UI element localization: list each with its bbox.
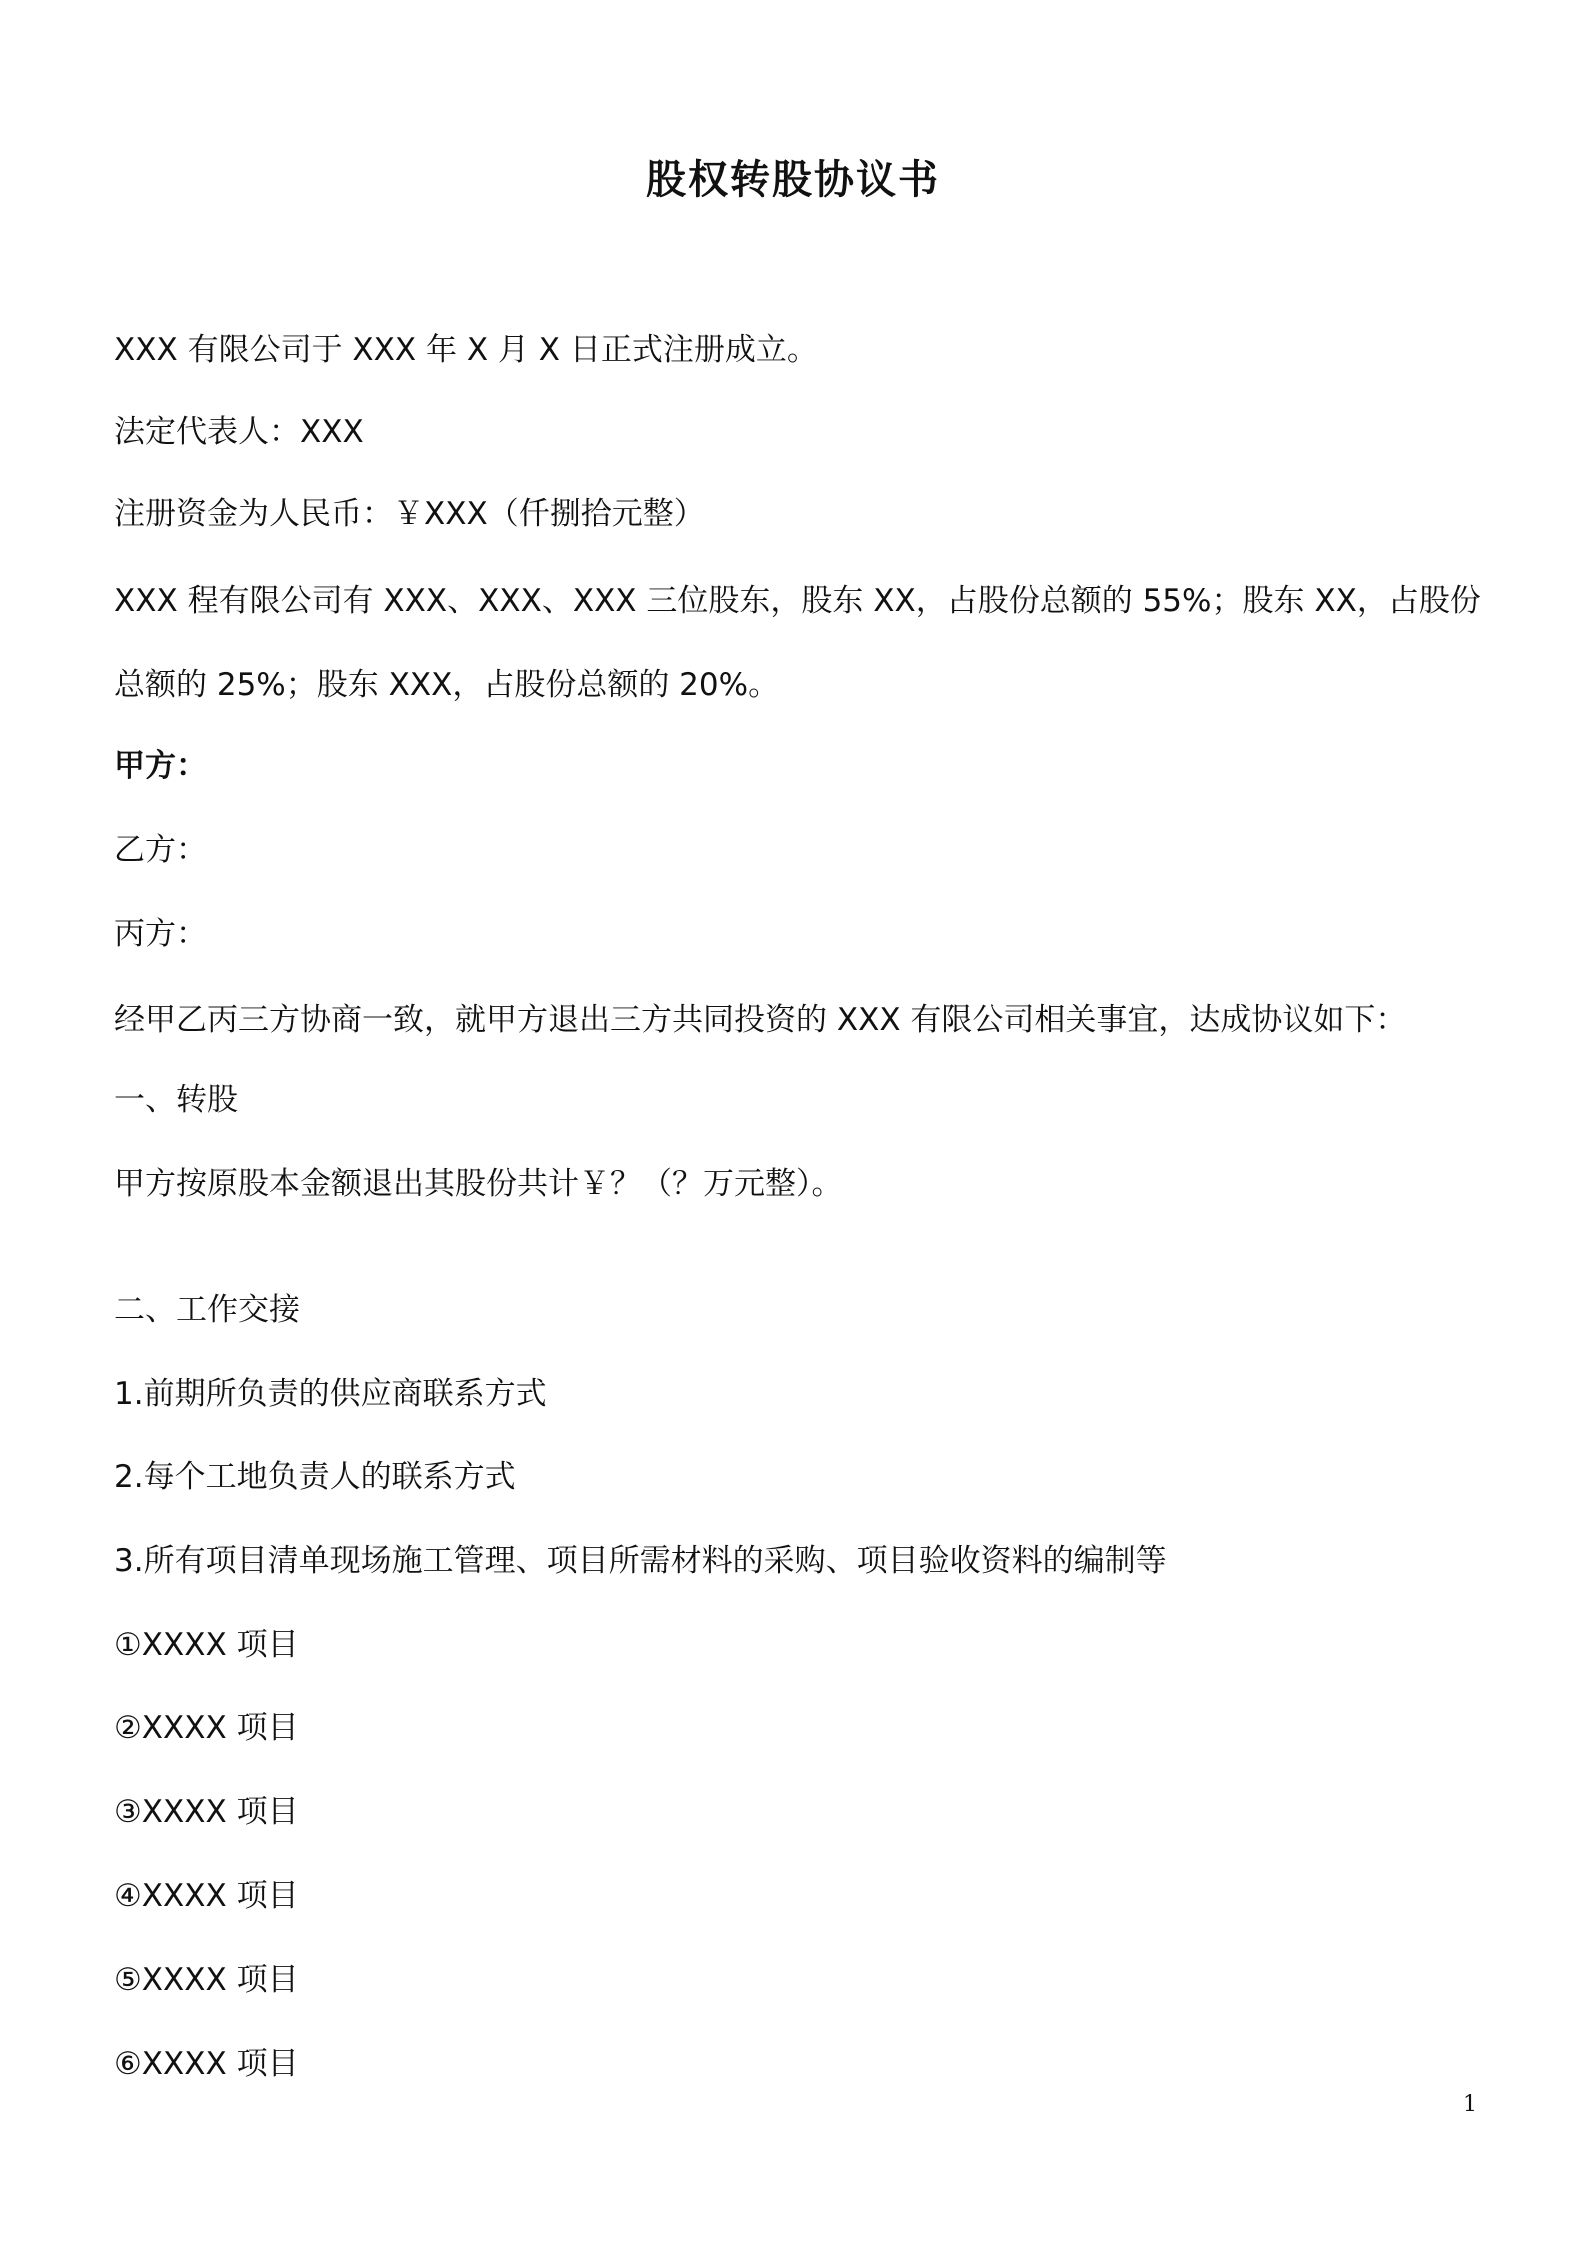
project-item: ④XXXX 项目 [114, 1878, 299, 1914]
party-b-label: 乙方： [114, 832, 207, 868]
list-item: 2.每个工地负责人的联系方式 [114, 1459, 516, 1495]
project-item: ②XXXX 项目 [114, 1710, 299, 1746]
legal-representative-line: 法定代表人：XXX [114, 414, 364, 450]
agreement-intro: 经甲乙丙三方协商一致，就甲方退出三方共同投资的 XXX 有限公司相关事宜，达成协议如下： [114, 1002, 1407, 1038]
registered-capital-line: 注册资金为人民币：￥XXX（仟捌拾元整） [114, 496, 705, 532]
shareholders-paragraph-line-1: XXX 程有限公司有 XXX、XXX、XXX 三位股东，股东 XX，占股份总额的 55%；股东 XX，占股份 [114, 583, 1481, 619]
list-item: 3.所有项目清单现场施工管理、项目所需材料的采购、项目验收资料的编制等 [114, 1543, 1167, 1579]
page-number: 1 [1463, 2092, 1477, 2117]
registration-paragraph: XXX 有限公司于 XXX 年 X 月 X 日正式注册成立。 [114, 332, 818, 368]
project-item: ③XXXX 项目 [114, 1794, 299, 1830]
section-1-heading: 一、转股 [114, 1082, 238, 1118]
party-c-label: 丙方： [114, 916, 207, 952]
project-item: ⑥XXXX 项目 [114, 2046, 299, 2082]
list-item: 1.前期所负责的供应商联系方式 [114, 1376, 547, 1412]
shareholders-paragraph-line-2: 总额的 25%；股东 XXX，占股份总额的 20%。 [114, 667, 780, 703]
project-item: ①XXXX 项目 [114, 1627, 299, 1663]
document-title: 股权转股协议书 [646, 157, 940, 203]
section-1-body: 甲方按原股本金额退出其股份共计￥？（？万元整）。 [114, 1166, 843, 1202]
party-a-label: 甲方： [114, 748, 207, 784]
section-2-heading: 二、工作交接 [114, 1292, 300, 1328]
project-item: ⑤XXXX 项目 [114, 1962, 299, 1998]
